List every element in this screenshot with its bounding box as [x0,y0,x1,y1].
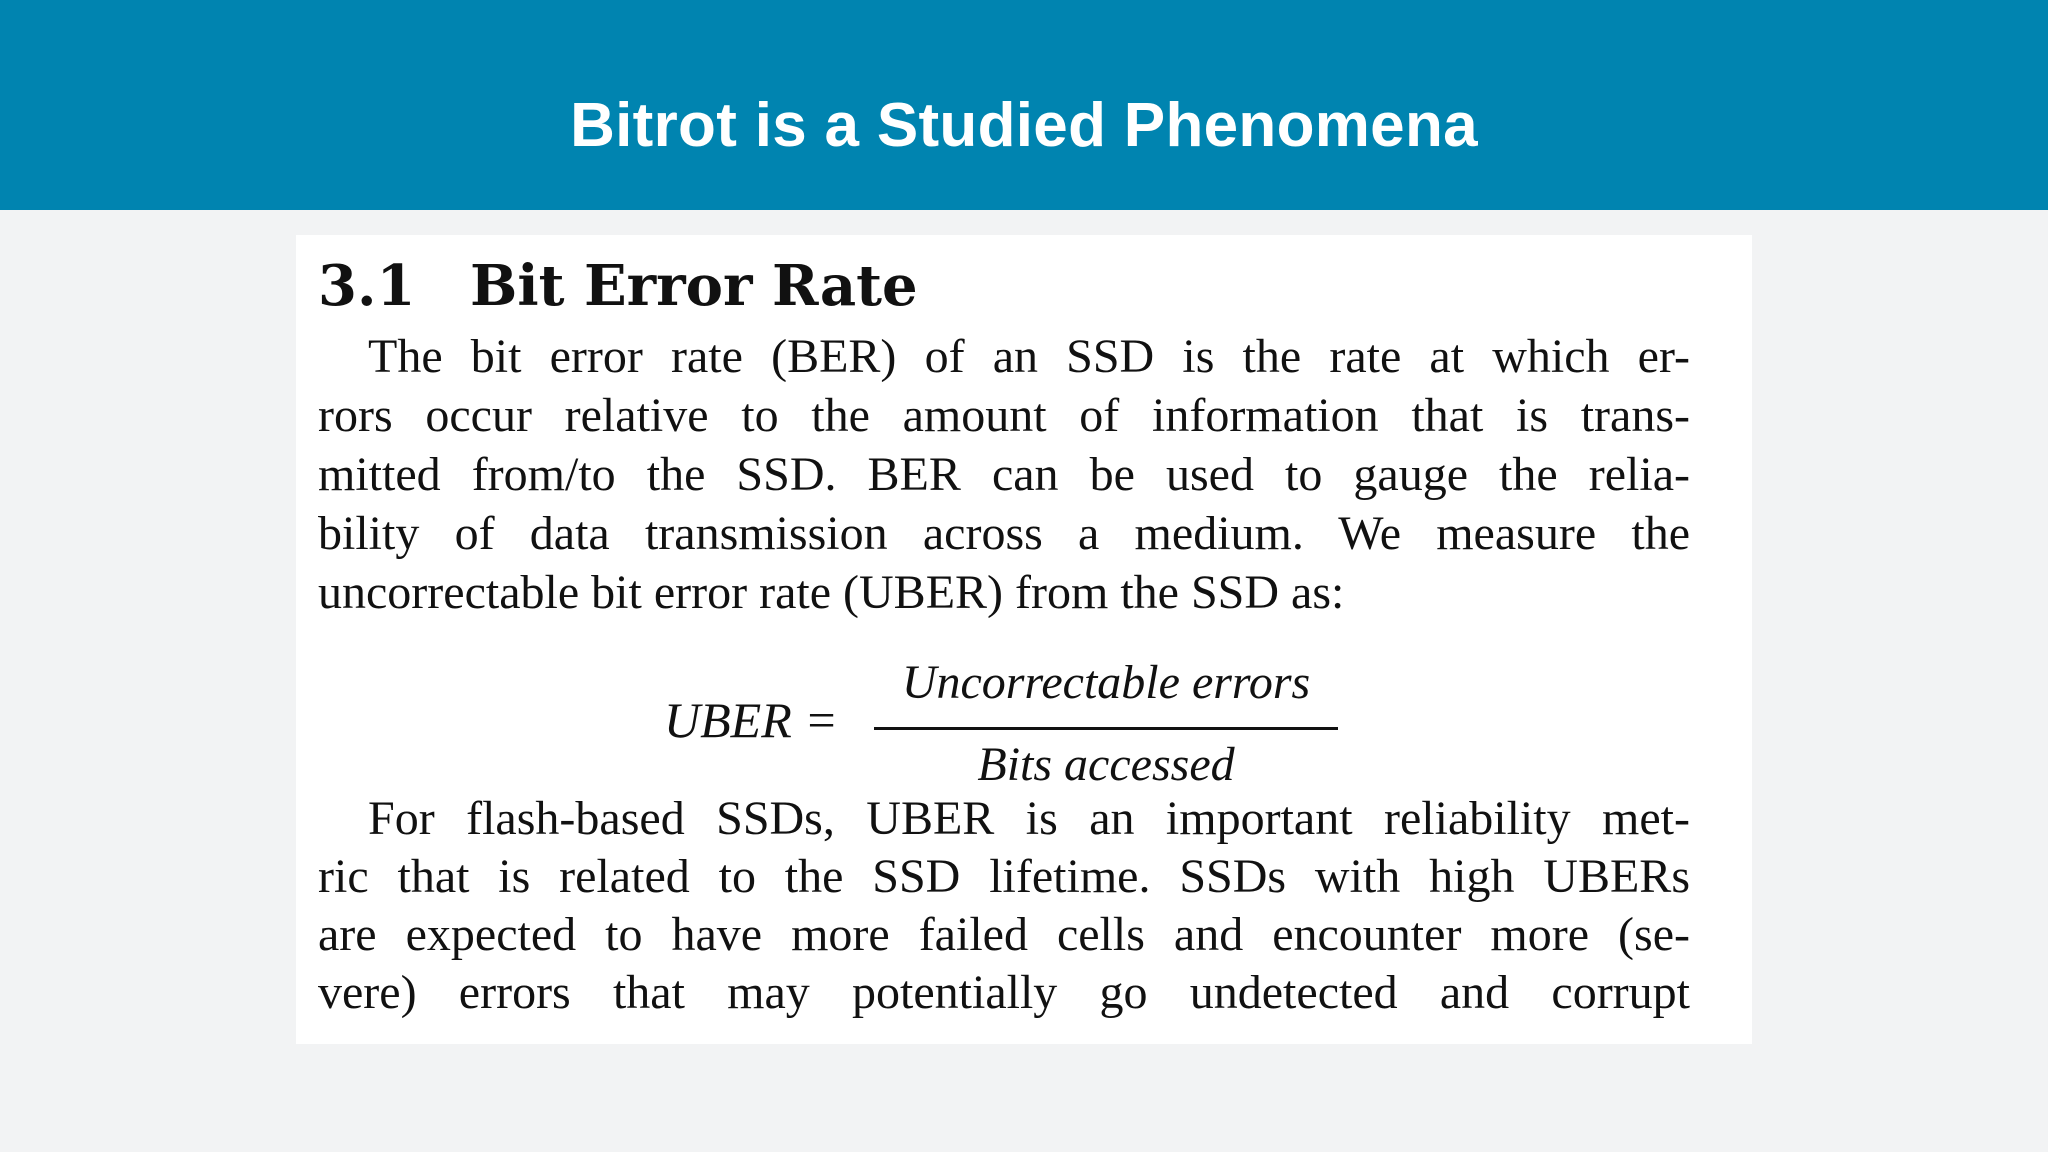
slide-title: Bitrot is a Studied Phenomena [570,91,1478,160]
paragraph-1-line-4: bility of data transmission across a medium. We measure the [318,507,1690,560]
section-heading [318,253,918,319]
paragraph-1-line-3: mitted from/to the SSD. BER can be used to gauge the relia- [318,448,1690,501]
equation-denominator: Bits accessed [977,738,1235,791]
paragraph-1-line-2: rors occur relative to the amount of information that is trans- [318,389,1690,442]
section-number: 3.1 [318,253,416,319]
paragraph-2-line-3: are expected to have more failed cells and encounter more (se- [318,908,1690,961]
equation-numerator: Uncorrectable errors [901,656,1311,709]
fraction-bar [874,727,1338,730]
paragraph-2-line-2: ric that is related to the SSD lifetime. SSDs with high UBERs [318,850,1690,903]
paragraph-2-line-4: vere) errors that may potentially go undetected and corrupt [318,966,1690,1019]
paper-excerpt [296,235,1752,1044]
slide-title-container [0,0,2048,253]
equation-lhs: UBER = [664,692,838,748]
section-title: Bit Error Rate [470,253,918,319]
paragraph-2-line-1: For flash-based SSDs, UBER is an important reliability met- [368,792,1690,845]
paragraph-1-line-5: uncorrectable bit error rate (UBER) from the SSD as: [318,566,1345,619]
paragraph-1-line-1: The bit error rate (BER) of an SSD is the rate at which er- [368,330,1690,383]
